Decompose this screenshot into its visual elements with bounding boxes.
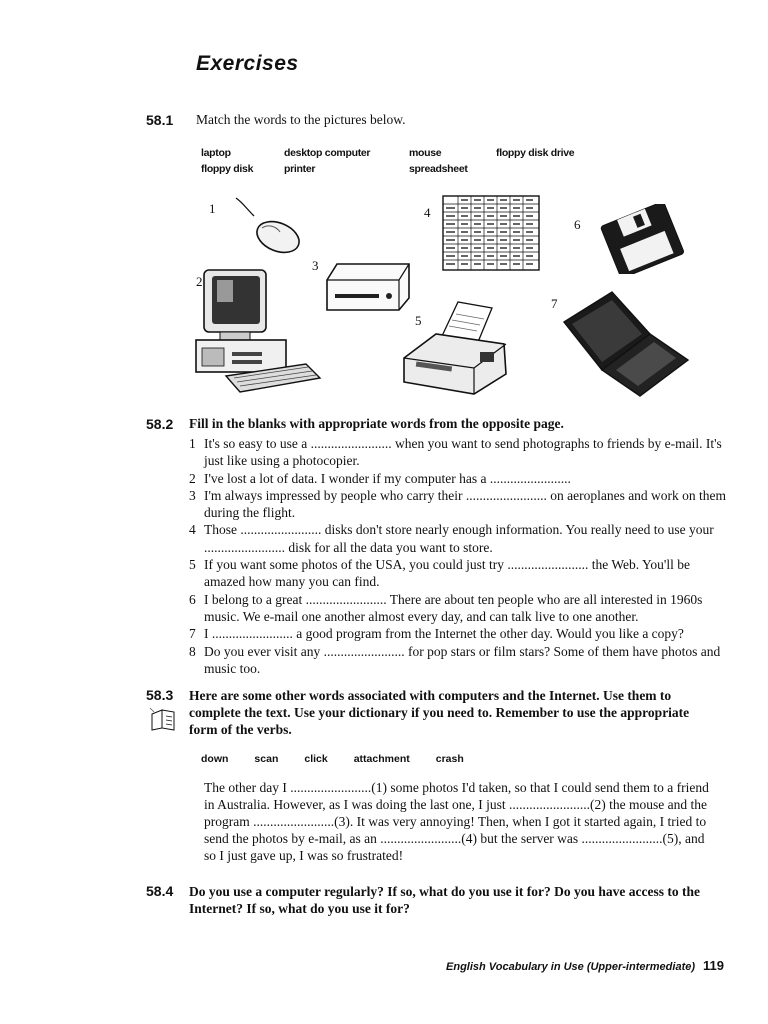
- exercise-number-58-1: 58.1: [146, 112, 174, 128]
- sentence-list-58-2: [189, 435, 729, 677]
- page-number: 119: [703, 958, 724, 973]
- item-text: Those ........................ disks don't store nearly enough information. You really need to use your ........................ disk for all the data you want to store.: [204, 522, 714, 555]
- exercise-instruction-58-1: Match the words to the pictures below.: [196, 112, 406, 127]
- book-title: English Vocabulary in Use (Upper-intermediate): [446, 961, 696, 973]
- dictionary-icon: [148, 706, 178, 732]
- picture-number-3: 3: [312, 258, 319, 273]
- item-number: 5: [189, 557, 196, 573]
- exercise-instruction-58-2: Fill in the blanks with appropriate words from the opposite page.: [189, 416, 564, 431]
- item-number: 2: [189, 470, 196, 486]
- page-footer: [446, 958, 724, 973]
- list-item: [189, 487, 729, 522]
- item-number: 6: [189, 591, 196, 607]
- floppy-disk-illustration: [592, 204, 692, 274]
- list-item: [189, 643, 729, 678]
- item-number: 7: [189, 626, 196, 642]
- exercise-number-58-3: 58.3: [146, 687, 174, 703]
- picture-number-2: 2: [196, 274, 203, 289]
- item-text: I belong to a great ........................ There are about ten people who are all interested in 1960s music. We e-mail one another almost every day, and can talk live to one another.: [204, 591, 703, 624]
- exercise-instruction-58-4: Do you use a computer regularly? If so, what do you use it for? Do you have access to the Internet? If so, what do you use it for?: [189, 884, 700, 916]
- exercise-number-58-2: 58.2: [146, 416, 174, 432]
- word-click: click: [304, 753, 328, 765]
- word-box-58-3: [201, 749, 486, 767]
- page-title: Exercises: [196, 52, 299, 75]
- item-text: Do you ever visit any ........................ for pop stars or film stars? Some of them have photos and music too.: [204, 643, 721, 676]
- list-item: [189, 435, 729, 470]
- word-attachment: attachment: [353, 753, 410, 765]
- list-item: [189, 556, 729, 591]
- list-item: [189, 591, 729, 626]
- item-text: I ........................ a good program from the Internet the other day. Would you like a copy?: [204, 626, 684, 642]
- item-number: 4: [189, 522, 196, 538]
- item-text: I've lost a lot of data. I wonder if my computer has a ........................: [204, 470, 571, 486]
- word-crash: crash: [435, 753, 464, 765]
- picture-number-1: 1: [209, 201, 216, 216]
- spreadsheet-illustration: [442, 195, 540, 271]
- word-laptop: laptop: [201, 147, 231, 159]
- word-printer: printer: [284, 163, 316, 175]
- desktop-computer-illustration: [190, 264, 324, 394]
- item-text: It's so easy to use a ........................ when you want to send photographs to friends by e-mail. It's just like using a photocopier.: [204, 436, 722, 469]
- picture-number-7: 7: [551, 296, 558, 311]
- cloze-paragraph-58-3: The other day I ........................(1) some photos I'd taken, so that I could send them to a friend in Australia. However, as I was doing the last one, I just ........................(2) the mouse and the program ........................(3). It was very annoying! Then, when I got it started again, I tried to send the photos by e-mail, as an ........................(4) but the server was ........................(5), and so I just gave up, I was so frustrated!: [204, 780, 709, 863]
- list-item: [189, 521, 729, 556]
- picture-number-6: 6: [574, 217, 581, 232]
- picture-number-4: 4: [424, 205, 431, 220]
- picture-number-5: 5: [415, 313, 422, 328]
- word-floppy-disk: floppy disk: [201, 163, 254, 175]
- item-number: 1: [189, 436, 196, 451]
- item-number: 3: [189, 487, 196, 503]
- word-desktop-computer: desktop computer: [284, 147, 371, 159]
- list-item: [189, 470, 729, 487]
- item-text: I'm always impressed by people who carry their ........................ on aeroplanes and work on them during the flight.: [204, 487, 727, 521]
- printer-illustration: [396, 296, 514, 396]
- list-item: [189, 625, 729, 642]
- item-text: If you want some photos of the USA, you could just try ........................ the Web. You'll be amazed how many you can find.: [204, 557, 690, 590]
- word-down: down: [201, 753, 229, 765]
- word-spreadsheet: spreadsheet: [409, 163, 468, 175]
- word-scan: scan: [254, 753, 279, 765]
- exercise-instruction-58-3: Here are some other words associated with computers and the Internet. Use them to complete the text. Use your dictionary if you need to. Remember to use the appropriate form of the verbs.: [189, 688, 690, 737]
- exercise-number-58-4: 58.4: [146, 883, 174, 899]
- word-floppy-disk-drive: floppy disk drive: [496, 147, 575, 159]
- mouse-illustration: [232, 196, 306, 258]
- laptop-illustration: [558, 290, 692, 400]
- item-number: 8: [189, 643, 196, 659]
- word-mouse: mouse: [409, 147, 442, 159]
